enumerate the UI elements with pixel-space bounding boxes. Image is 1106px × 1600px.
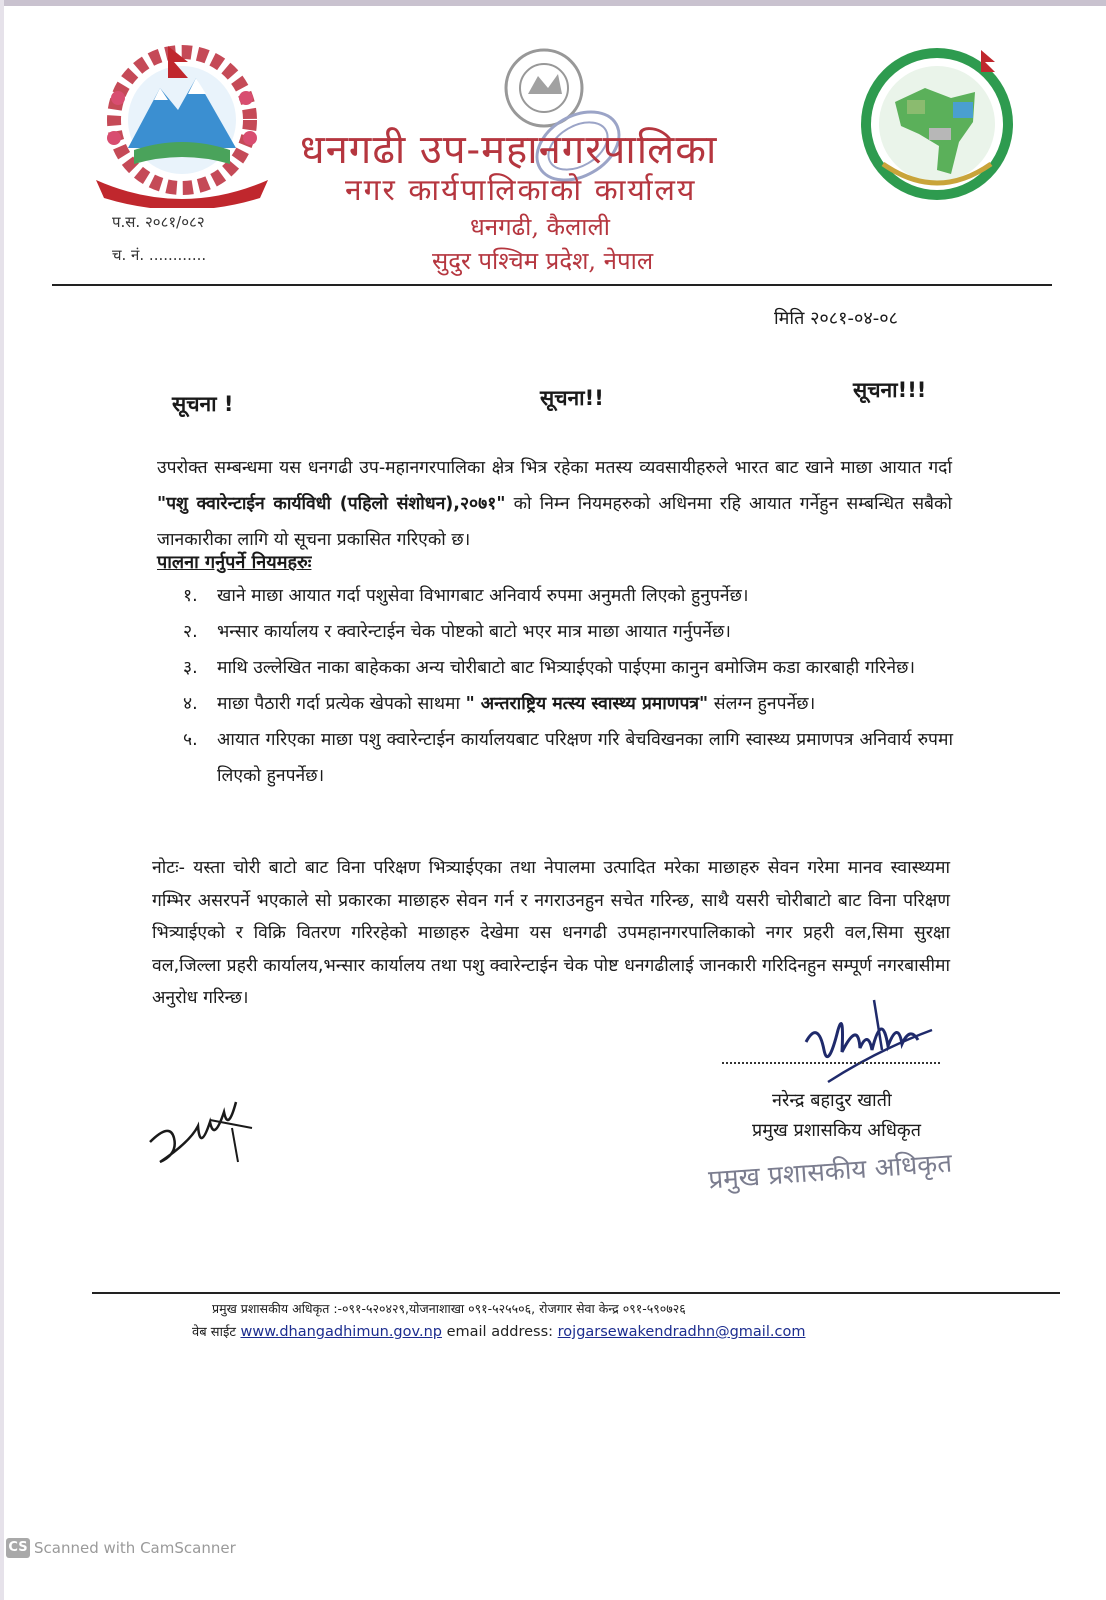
rules-heading: पालना गर्नुपर्ने नियमहरुः (157, 552, 312, 573)
rule-text-end: संलग्न हुनपर्नेछ। (708, 694, 816, 714)
officer-signature (798, 990, 948, 1090)
rule-item (183, 686, 953, 722)
intro-text-bold: "पशु क्वारेन्टाईन कार्यविधी (पहिलो संशोधन),२०७१" (157, 494, 506, 514)
rule-number: ३. (183, 658, 198, 678)
page-edge-top (0, 0, 1106, 6)
officer-title: प्रमुख प्रशासकिय अधिकृत (752, 1120, 921, 1141)
website-label: वेब साईट (192, 1325, 236, 1340)
nepal-government-emblem-icon (88, 38, 276, 208)
rule-number: १. (183, 586, 198, 606)
page-edge-left (0, 0, 4, 1600)
rules-list (183, 578, 953, 794)
dispatch-number: च. नं. ............ (112, 246, 207, 264)
header-divider (52, 284, 1052, 286)
rule-number: ४. (183, 694, 198, 714)
rule-item (183, 614, 953, 650)
office-name: नगर कार्यपालिकाको कार्यालय (345, 173, 697, 208)
officer-stamp: प्रमुख प्रशासकीय अधिकृत (707, 1148, 953, 1196)
rule-text: माथि उल्लेखित नाका बाहेकका अन्य चोरीबाटो बाट भित्र्याईएको पाईएमा कानुन बमोजिम कडा कारबाही गरिनेछ। (217, 658, 916, 678)
rule-number: ५. (183, 730, 198, 750)
intro-text-end: को निम्न नियमहरुको अधिनमा रहि आयात गर्नेहुन सम्बन्धित सबैको जानकारीका लागि यो सूचना प्रकासित गरिएको छ। (157, 494, 952, 550)
notice-heading-3: सूचना!!! (853, 378, 927, 402)
rule-item (183, 578, 953, 614)
rule-item (183, 722, 953, 794)
scanner-text: Scanned with CamScanner (34, 1539, 236, 1557)
office-city: धनगढी, कैलाली (470, 213, 610, 241)
initial-signature (140, 1082, 260, 1172)
rule-text: आयात गरिएका माछा पशु क्वारेन्टाईन कार्यालयबाट परिक्षण गरि बेचविखनका लागि स्वास्थ्य प्रमाणपत्र अनिवार्य रुपमा लिएको हुनपर्नेछ। (217, 730, 953, 786)
notice-heading-1: सूचना ! (172, 392, 234, 416)
intro-paragraph (157, 450, 952, 558)
rule-number: २. (183, 622, 198, 642)
scanner-watermark (6, 1538, 236, 1558)
note-paragraph: नोटः- यस्ता चोरी बाटो बाट विना परिक्षण भित्र्याईएका तथा नेपालमा उत्पादित मरेका माछाहरु सेवन गरेमा मानव स्वास्थ्यमा गम्भिर असरपर्ने भएकाले सो प्रकारका माछाहरु सेवन गर्न र नगराउनहुन सचेत गरिन्छ, साथै यसरी चोरीबाटो बाट विना परिक्षण भित्र्याईएको र विक्रि वितरण गरिरहेको माछाहरु देखेमा यस धनगढी उपमहानगरपालिकाको नगर प्रहरी वल,सिमा सुरक्षा वल,जिल्ला प्रहरी कार्यालय,भन्सार कार्यालय तथा पशु क्वारेन्टाईन चेक पोष्ट धनगढीलाई जानकारी गरिदिनहुन सम्पूर्ण नगरबासीमा अनुरोध गरिन्छ। (152, 858, 950, 1008)
footer-web-email (192, 1322, 805, 1340)
email-label: email address: (446, 1324, 554, 1340)
rule-text (217, 686, 953, 722)
email-link[interactable]: rojgarsewakendradhn@gmail.com (557, 1324, 806, 1340)
rule-text-bold: " अन्तराष्ट्रिय मत्स्य स्वास्थ्य प्रमाणपत्र" (465, 694, 709, 714)
rule-text-start: माछा पैठारी गर्दा प्रत्येक खेपको साथमा (217, 694, 466, 714)
signature-line (722, 1062, 940, 1064)
org-name: धनगढी उप-महानगरपालिका (300, 127, 718, 173)
letter-date: मिति २०८१-०४-०८ (774, 308, 898, 329)
rule-text: भन्सार कार्यालय र क्वारेन्टाईन चेक पोष्टको बाटो भएर मात्र माछा आयात गर्नुपर्नेछ। (217, 622, 731, 642)
rule-text: खाने माछा आयात गर्दा पशुसेवा विभागबाट अनिवार्य रुपमा अनुमती लिएको हुनुपर्नेछ। (217, 586, 749, 606)
website-link[interactable]: www.dhangadhimun.gov.np (240, 1324, 442, 1340)
rule-item (183, 650, 953, 686)
footer-contacts: प्रमुख प्रशासकीय अधिकृत :-०९१-५२०४२९,योजनाशाखा ०९१-५२५५०६, रोजगार सेवा केन्द्र ०९१-५९०७२६ (212, 1301, 686, 1316)
office-province: सुदुर पश्चिम प्रदेश, नेपाल (432, 247, 654, 275)
reference-number: प.स. २०८१/०८२ (112, 213, 205, 231)
dhangadhi-municipality-logo-icon (855, 42, 1035, 212)
intro-text-start: उपरोक्त सम्बन्धमा यस धनगढी उप-महानगरपालिका क्षेत्र भित्र रहेका मतस्य व्यवसायीहरुले भारत बाट खाने माछा आयात गर्दा (157, 458, 952, 478)
footer-divider (92, 1292, 1060, 1294)
officer-name: नरेन्द्र बहादुर खाती (772, 1090, 892, 1111)
camscanner-icon: CS (6, 1538, 30, 1558)
notice-heading-2: सूचना!! (540, 386, 604, 410)
